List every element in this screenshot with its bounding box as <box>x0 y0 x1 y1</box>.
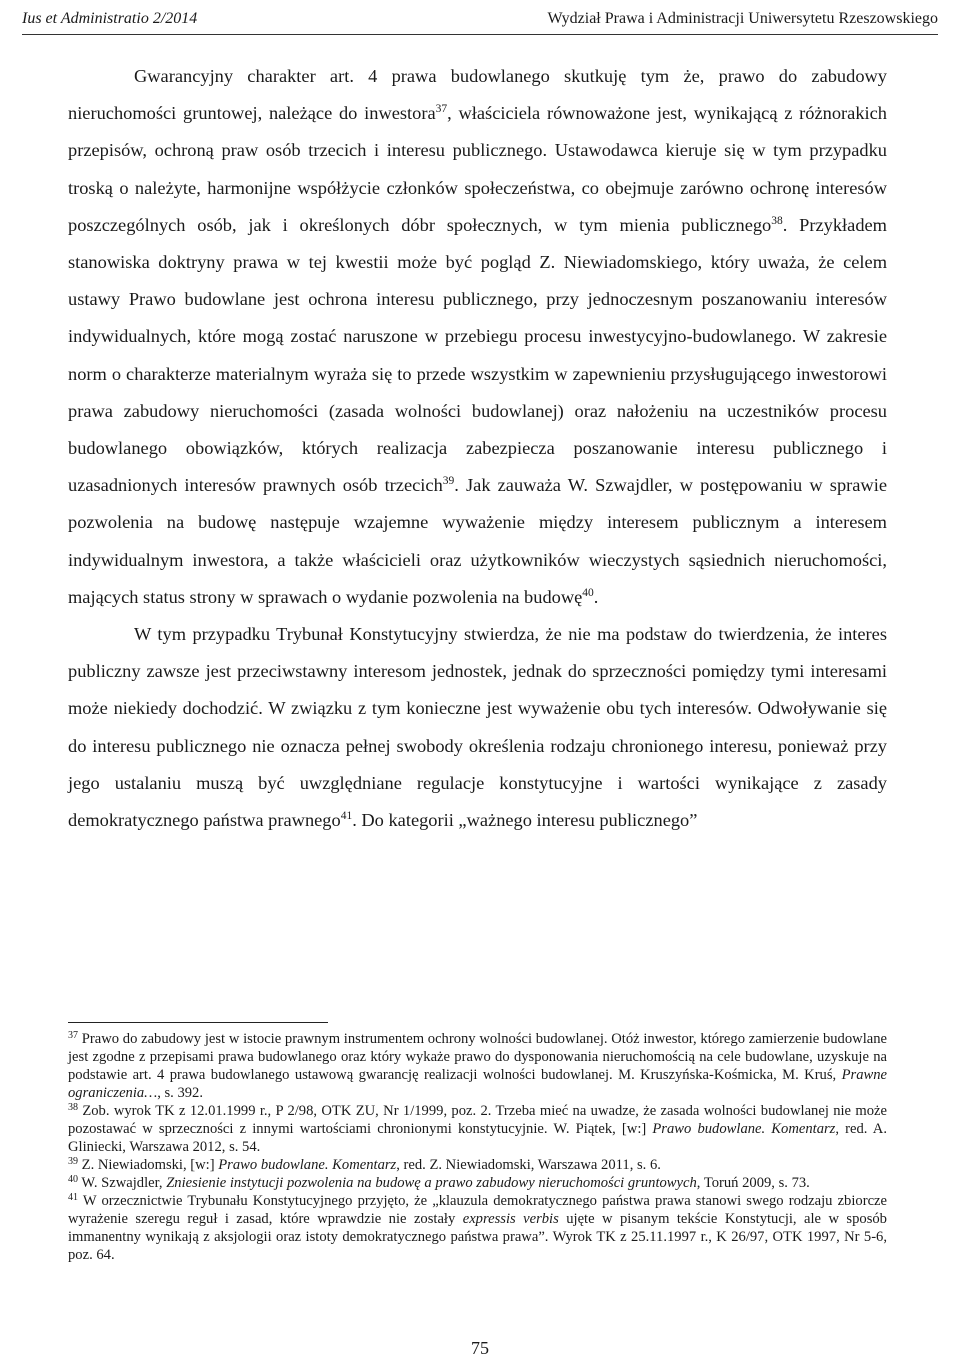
footnote-text: Zob. wyrok TK z 12.01.1999 r., P 2/98, OTK ZU, Nr 1/1999, poz. 2. Trzeba mieć na uwadze, że zasada wolności budowlanej nie może pozostawać w sprzeczności z innymi wartościami chronionymi konstytucyjnie. W. Piątek, [w:] <box>68 1103 887 1137</box>
footnote-number: 38 <box>68 1102 78 1113</box>
footnote-38 <box>68 1102 887 1156</box>
footnote-title: Prawo budowlane. Komentarz <box>652 1121 836 1137</box>
footnote-text: , Toruń 2009, s. 73. <box>696 1175 810 1191</box>
running-header <box>22 4 938 35</box>
footnotes <box>68 1030 887 1264</box>
text-run: . Do kategorii „ważnego interesu publicznego” <box>352 810 698 831</box>
footnote-number: 41 <box>68 1192 78 1203</box>
footnote-text: ujęte w pisanym tekście Konstytucji, ale w sposób immanentny wynikają z aksjologii oraz istoty demokratycznego państwa prawa”. Wyrok TK z 25.11.1997 r., K 26/97, OTK 1997, Nr 5-6, poz. 64. <box>68 1211 887 1263</box>
footnote-ref-39[interactable]: 39 <box>442 475 455 488</box>
journal-title: Ius et Administratio 2/2014 <box>22 10 198 27</box>
footnote-title: expressis verbis <box>462 1211 559 1227</box>
footnote-ref-41[interactable]: 41 <box>340 810 353 823</box>
footnote-text: , red. Z. Niewiadomski, Warszawa 2011, s. 6. <box>396 1157 661 1173</box>
faculty-name: Wydział Prawa i Administracji Uniwersytetu Rzeszowskiego <box>547 10 938 27</box>
footnote-title: Prawo budowlane. Komentarz <box>218 1157 397 1173</box>
footnote-title: Zniesienie instytucji pozwolenia na budowę a prawo zabudowy nieruchomości gruntowych <box>166 1175 697 1191</box>
footnote-number: 40 <box>68 1174 78 1185</box>
footnote-number: 39 <box>68 1156 78 1167</box>
page-number: 75 <box>471 1338 489 1358</box>
footnote-text: Prawo do zabudowy jest w istocie prawnym instrumentem ochrony wolności budowlanej. Otóż inwestor, którego zamierzenie budowlane jest zgodne z przepisami prawa budowlanego oraz który wykaże prawo do dysponowania nieruchomością na cele budowlane, uzyskuje na podstawie art. 4 prawa budowlanego ustawową gwarancję realizacji wolności budowlanej. M. Kruszyńska-Kośmicka, M. Kruś, <box>68 1031 887 1083</box>
footnote-ref-40[interactable]: 40 <box>582 586 594 599</box>
main-text <box>68 58 887 839</box>
footnote-ref-37[interactable]: 37 <box>435 103 448 116</box>
footnote-39 <box>68 1156 887 1174</box>
text-run: . Przykładem stanowiska doktryny prawa w tej kwestii może być pogląd Z. Niewiadomskiego, który uważa, że celem ustawy Prawo budowlane jest ochrona interesu publicznego, przy jednoczesnym poszanowaniu interesów indywidualnych, które mogą zostać naruszone w przebiegu procesu inwestycyjno-budowlanego. W zakresie norm o charakterze materialnym wyraża się to przede wszystkim w zapewnieniu przysługującego inwestorowi prawa zabudowy nieruchomości (zasada wolności budowlanej) oraz nałożeniu na uczestników procesu budowlanego obowiązków, których realizacja zabezpiecza poszanowanie interesu publicznego i uzasadnionych interesów prawnych osób trzecich <box>68 214 887 496</box>
footnote-text: W. Szwajdler, <box>78 1175 167 1191</box>
footnote-number: 37 <box>68 1030 78 1041</box>
footnote-text: , red. A. Gliniecki, Warszawa 2012, s. 54. <box>68 1121 887 1155</box>
text-run: W tym przypadku Trybunał Konstytucyjny stwierdza, że nie ma podstaw do twierdzenia, że interes publiczny zawsze jest przeciwstawny interesom jednostek, jednak do sprzeczności pomiędzy tymi interesami może niekiedy dochodzić. W związku z tym konieczne jest wyważenie obu tych interesów. Odwoływanie się do interesu publicznego nie oznacza pełnej swobody określenia rodzaju chronionego interesu, ponieważ przy jego ustalaniu muszą być uwzględniane regulacje konstytucyjne i wartości wynikające z zasady demokratycznego państwa prawnego <box>68 624 887 831</box>
footnote-text: W orzecznictwie Trybunału Konstytucyjnego przyjęto, że „klauzula demokratycznego państwa prawa stanowi swego rodzaju zbiorcze wyrażenie szeregu reguł i zasad, które wprawdzie nie zostały <box>68 1193 887 1227</box>
text-run: Gwarancyjny charakter art. 4 prawa budowlanego skutkuję tym że, prawo do zabudowy nieruchomości gruntowej, należące do inwestora <box>68 66 887 124</box>
text-run: . Jak zauważa W. Szwajdler, w postępowaniu w sprawie pozwolenia na budowę następuje wzajemne wyważenie między interesem publicznym a interesem indywidualnym inwestora, a także właścicieli oraz użytkowników wieczystych sąsiednich nieruchomości, mających status strony w sprawach o wydanie pozwolenia na budowę <box>68 475 887 607</box>
footnote-41 <box>68 1192 887 1264</box>
footnote-separator <box>68 1022 328 1023</box>
footnote-37 <box>68 1030 887 1102</box>
footnote-text: Z. Niewiadomski, [w:] <box>78 1157 219 1173</box>
footnote-ref-38[interactable]: 38 <box>771 214 783 227</box>
footnote-40 <box>68 1174 887 1192</box>
footnote-title: Prawne ograniczenia… <box>68 1067 887 1101</box>
paragraph-1 <box>68 58 887 616</box>
text-run: . <box>593 586 599 607</box>
text-run: , właściciela równoważone jest, wynikającą z różnorakich przepisów, ochroną praw osób trzecich i interesu publicznego. Ustawodawca kieruje się w tym przypadku troską o należyte, harmonijne współżycie członków społeczeństwa, co obejmuje zarówno ochronę interesów poszczególnych osób, jak i określonych dóbr społecznych, w tym mienia publicznego <box>68 103 887 235</box>
footnote-text: , s. 392. <box>157 1085 203 1101</box>
paragraph-2 <box>68 616 887 839</box>
